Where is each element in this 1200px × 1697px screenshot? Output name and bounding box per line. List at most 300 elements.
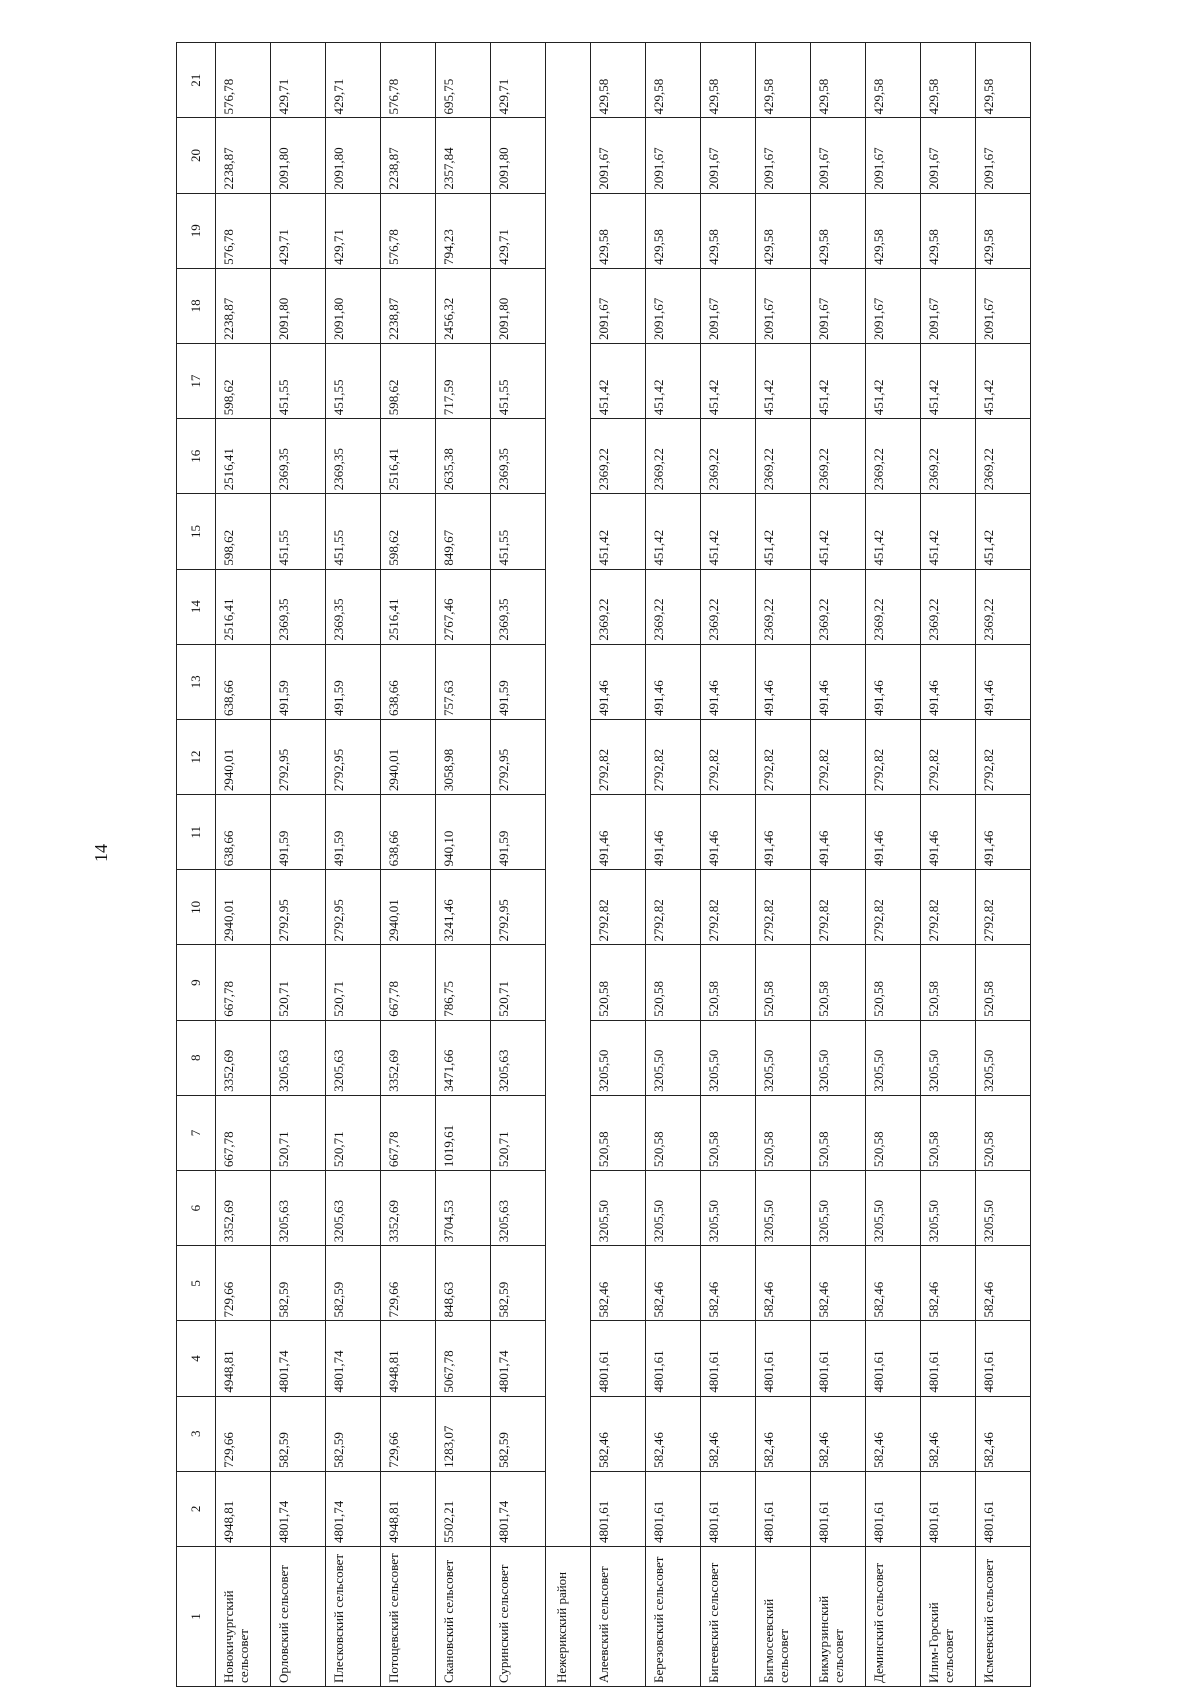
value-cell: 2369,35 xyxy=(271,419,326,494)
value-cell: 451,42 xyxy=(756,344,811,419)
value-cell: 717,59 xyxy=(436,344,491,419)
value-cell: 2091,80 xyxy=(271,118,326,193)
value-cell: 2369,22 xyxy=(646,569,701,644)
value-cell: 429,58 xyxy=(646,193,701,268)
row-name-cell: Деминский сельсовет xyxy=(866,1547,921,1687)
value-cell: 2635,38 xyxy=(436,419,491,494)
table-row xyxy=(921,43,976,1687)
value-cell: 2369,35 xyxy=(491,419,546,494)
value-cell: 520,58 xyxy=(976,945,1031,1020)
value-cell: 4801,61 xyxy=(701,1321,756,1396)
table-row xyxy=(591,43,646,1687)
tariff-table xyxy=(176,42,1031,1687)
value-cell: 491,46 xyxy=(866,795,921,870)
value-cell: 598,62 xyxy=(216,344,271,419)
value-cell: 3058,98 xyxy=(436,719,491,794)
value-cell: 2516,41 xyxy=(381,569,436,644)
value-cell: 4801,74 xyxy=(271,1471,326,1546)
value-cell: 520,58 xyxy=(646,1095,701,1170)
value-cell: 4801,74 xyxy=(491,1321,546,1396)
table-row xyxy=(701,43,756,1687)
value-cell: 520,58 xyxy=(756,945,811,1020)
value-cell: 729,66 xyxy=(381,1396,436,1471)
value-cell: 4801,61 xyxy=(976,1321,1031,1396)
row-name-cell: Бигмосеевский сельсовет xyxy=(756,1547,811,1687)
value-cell: 940,10 xyxy=(436,795,491,870)
value-cell: 429,58 xyxy=(866,43,921,118)
value-cell: 2091,67 xyxy=(866,118,921,193)
value-cell: 2792,95 xyxy=(491,870,546,945)
value-cell: 582,46 xyxy=(701,1246,756,1321)
column-header: 5 xyxy=(177,1246,216,1321)
value-cell: 491,46 xyxy=(976,644,1031,719)
value-cell: 451,42 xyxy=(701,494,756,569)
value-cell: 576,78 xyxy=(381,43,436,118)
value-cell: 4801,61 xyxy=(866,1471,921,1546)
value-cell: 582,46 xyxy=(756,1396,811,1471)
value-cell: 582,59 xyxy=(271,1246,326,1321)
row-name-cell: Скановский сельсовет xyxy=(436,1547,491,1687)
table-row xyxy=(381,43,436,1687)
value-cell: 582,46 xyxy=(921,1246,976,1321)
value-cell: 520,71 xyxy=(491,1095,546,1170)
value-cell: 598,62 xyxy=(216,494,271,569)
value-cell: 4801,61 xyxy=(646,1321,701,1396)
value-cell: 2091,67 xyxy=(701,268,756,343)
value-cell: 576,78 xyxy=(216,193,271,268)
value-cell: 2238,87 xyxy=(216,268,271,343)
value-cell: 4948,81 xyxy=(381,1471,436,1546)
value-cell: 2091,67 xyxy=(811,118,866,193)
column-header: 1 xyxy=(177,1547,216,1687)
value-cell: 4801,74 xyxy=(326,1321,381,1396)
value-cell: 451,42 xyxy=(921,494,976,569)
row-name-cell: Плесковский сельсовет xyxy=(326,1547,381,1687)
value-cell: 451,55 xyxy=(271,494,326,569)
value-cell: 3205,50 xyxy=(811,1020,866,1095)
value-cell: 520,58 xyxy=(591,945,646,1020)
column-header: 15 xyxy=(177,494,216,569)
value-cell: 451,42 xyxy=(811,494,866,569)
table-row xyxy=(216,43,271,1687)
row-name-cell: Суринский сельсовет xyxy=(491,1547,546,1687)
value-cell: 582,46 xyxy=(591,1246,646,1321)
value-cell: 2091,67 xyxy=(976,118,1031,193)
value-cell: 520,58 xyxy=(976,1095,1031,1170)
value-cell: 4801,61 xyxy=(591,1471,646,1546)
table-row xyxy=(271,43,326,1687)
value-cell: 520,58 xyxy=(756,1095,811,1170)
value-cell: 429,71 xyxy=(271,43,326,118)
value-cell: 491,46 xyxy=(811,795,866,870)
value-cell: 2792,95 xyxy=(326,719,381,794)
table-row xyxy=(436,43,491,1687)
value-cell: 667,78 xyxy=(216,945,271,1020)
value-cell: 4801,74 xyxy=(271,1321,326,1396)
row-name-cell: Новокичургский сельсовет xyxy=(216,1547,271,1687)
value-cell: 4801,61 xyxy=(756,1321,811,1396)
value-cell: 757,63 xyxy=(436,644,491,719)
value-cell: 4801,61 xyxy=(701,1471,756,1546)
value-cell: 3205,50 xyxy=(976,1020,1031,1095)
value-cell: 451,42 xyxy=(866,344,921,419)
value-cell: 2369,35 xyxy=(326,419,381,494)
value-cell: 3704,53 xyxy=(436,1171,491,1246)
value-cell: 576,78 xyxy=(216,43,271,118)
value-cell: 2369,22 xyxy=(701,569,756,644)
value-cell: 4801,61 xyxy=(921,1321,976,1396)
value-cell: 582,46 xyxy=(646,1246,701,1321)
value-cell: 695,75 xyxy=(436,43,491,118)
value-cell: 2091,67 xyxy=(921,268,976,343)
value-cell: 491,46 xyxy=(646,644,701,719)
value-cell: 2369,35 xyxy=(326,569,381,644)
value-cell: 3352,69 xyxy=(381,1020,436,1095)
value-cell: 2369,35 xyxy=(491,569,546,644)
value-cell: 429,58 xyxy=(591,193,646,268)
value-cell: 849,67 xyxy=(436,494,491,569)
table-row xyxy=(866,43,921,1687)
value-cell: 582,46 xyxy=(646,1396,701,1471)
value-cell: 582,59 xyxy=(326,1246,381,1321)
value-cell: 520,58 xyxy=(866,1095,921,1170)
value-cell: 2792,82 xyxy=(976,719,1031,794)
value-cell: 2792,82 xyxy=(756,719,811,794)
value-cell: 491,59 xyxy=(491,795,546,870)
value-cell: 429,58 xyxy=(921,43,976,118)
value-cell: 1019,61 xyxy=(436,1095,491,1170)
value-cell: 4948,81 xyxy=(216,1321,271,1396)
value-cell: 3205,63 xyxy=(326,1020,381,1095)
row-name-cell: Илим-Горский сельсовет xyxy=(921,1547,976,1687)
value-cell: 4801,74 xyxy=(326,1471,381,1546)
value-cell: 451,55 xyxy=(491,494,546,569)
value-cell: 451,42 xyxy=(866,494,921,569)
table-row xyxy=(756,43,811,1687)
value-cell: 2516,41 xyxy=(216,569,271,644)
value-cell: 2767,46 xyxy=(436,569,491,644)
value-cell: 520,58 xyxy=(866,945,921,1020)
value-cell: 3205,50 xyxy=(866,1171,921,1246)
value-cell: 2238,87 xyxy=(216,118,271,193)
value-cell: 451,55 xyxy=(326,344,381,419)
value-cell: 2792,82 xyxy=(646,719,701,794)
value-cell: 520,58 xyxy=(646,945,701,1020)
value-cell: 4801,61 xyxy=(866,1321,921,1396)
value-cell: 3241,46 xyxy=(436,870,491,945)
value-cell: 3205,50 xyxy=(921,1020,976,1095)
value-cell: 520,71 xyxy=(491,945,546,1020)
value-cell: 2369,22 xyxy=(921,569,976,644)
table-row xyxy=(976,43,1031,1687)
value-cell: 582,46 xyxy=(866,1246,921,1321)
value-cell: 598,62 xyxy=(381,344,436,419)
value-cell: 794,23 xyxy=(436,193,491,268)
value-cell: 520,71 xyxy=(271,945,326,1020)
value-cell: 520,58 xyxy=(811,945,866,1020)
value-cell: 3205,50 xyxy=(591,1171,646,1246)
value-cell: 2940,01 xyxy=(381,719,436,794)
value-cell: 3205,50 xyxy=(921,1171,976,1246)
value-cell: 451,42 xyxy=(646,344,701,419)
value-cell: 4801,61 xyxy=(811,1471,866,1546)
value-cell: 451,42 xyxy=(591,344,646,419)
value-cell: 429,58 xyxy=(646,43,701,118)
value-cell: 2369,35 xyxy=(271,569,326,644)
value-cell: 491,46 xyxy=(811,644,866,719)
value-cell: 638,66 xyxy=(216,795,271,870)
value-cell: 2369,22 xyxy=(811,419,866,494)
value-cell: 2369,22 xyxy=(866,419,921,494)
value-cell: 3205,50 xyxy=(811,1171,866,1246)
value-cell: 491,59 xyxy=(326,644,381,719)
value-cell: 451,42 xyxy=(811,344,866,419)
value-cell: 3205,50 xyxy=(591,1020,646,1095)
value-cell: 2091,67 xyxy=(921,118,976,193)
value-cell: 1283,07 xyxy=(436,1396,491,1471)
value-cell: 582,59 xyxy=(491,1246,546,1321)
value-cell: 491,46 xyxy=(976,795,1031,870)
value-cell: 520,58 xyxy=(591,1095,646,1170)
column-header: 20 xyxy=(177,118,216,193)
value-cell: 3205,50 xyxy=(701,1020,756,1095)
value-cell: 491,46 xyxy=(591,644,646,719)
value-cell: 2940,01 xyxy=(216,870,271,945)
value-cell: 451,42 xyxy=(591,494,646,569)
value-cell: 2369,22 xyxy=(646,419,701,494)
value-cell: 491,59 xyxy=(271,644,326,719)
table-row xyxy=(811,43,866,1687)
value-cell: 2792,82 xyxy=(811,719,866,794)
value-cell: 491,46 xyxy=(756,795,811,870)
column-header: 11 xyxy=(177,795,216,870)
value-cell: 520,58 xyxy=(811,1095,866,1170)
value-cell: 4948,81 xyxy=(216,1471,271,1546)
value-cell: 2456,32 xyxy=(436,268,491,343)
table-body xyxy=(216,43,1031,1687)
value-cell: 3205,63 xyxy=(271,1171,326,1246)
value-cell: 451,42 xyxy=(921,344,976,419)
value-cell: 491,46 xyxy=(921,644,976,719)
value-cell: 520,71 xyxy=(326,945,381,1020)
value-cell: 4801,61 xyxy=(756,1471,811,1546)
value-cell: 2091,67 xyxy=(591,268,646,343)
value-cell: 729,66 xyxy=(216,1246,271,1321)
value-cell: 3205,50 xyxy=(701,1171,756,1246)
value-cell: 2792,82 xyxy=(866,719,921,794)
value-cell: 2091,67 xyxy=(646,118,701,193)
value-cell: 2792,82 xyxy=(921,870,976,945)
value-cell: 2792,82 xyxy=(646,870,701,945)
value-cell: 2091,80 xyxy=(491,268,546,343)
value-cell: 429,58 xyxy=(976,43,1031,118)
value-cell: 4801,61 xyxy=(811,1321,866,1396)
value-cell: 2238,87 xyxy=(381,118,436,193)
value-cell: 2792,95 xyxy=(271,870,326,945)
value-cell: 2091,80 xyxy=(491,118,546,193)
value-cell: 667,78 xyxy=(381,1095,436,1170)
rotated-table-container xyxy=(176,42,996,1687)
value-cell: 429,58 xyxy=(811,193,866,268)
value-cell: 491,46 xyxy=(756,644,811,719)
value-cell: 2940,01 xyxy=(216,719,271,794)
section-label: Нежерикский район xyxy=(546,1547,591,1687)
value-cell: 582,59 xyxy=(271,1396,326,1471)
value-cell: 2369,22 xyxy=(591,569,646,644)
value-cell: 2792,82 xyxy=(921,719,976,794)
value-cell: 520,58 xyxy=(921,1095,976,1170)
value-cell: 598,62 xyxy=(381,494,436,569)
row-name-cell: Березовский сельсовет xyxy=(646,1547,701,1687)
value-cell: 3205,50 xyxy=(866,1020,921,1095)
value-cell: 2369,22 xyxy=(976,569,1031,644)
value-cell: 582,46 xyxy=(701,1396,756,1471)
value-cell: 520,71 xyxy=(326,1095,381,1170)
value-cell: 491,46 xyxy=(921,795,976,870)
column-header: 10 xyxy=(177,870,216,945)
value-cell: 3205,63 xyxy=(491,1171,546,1246)
value-cell: 429,71 xyxy=(491,193,546,268)
value-cell: 2792,82 xyxy=(756,870,811,945)
value-cell: 582,46 xyxy=(811,1396,866,1471)
value-cell: 667,78 xyxy=(216,1095,271,1170)
value-cell: 2091,67 xyxy=(976,268,1031,343)
row-name-cell: Исмеевский сельсовет xyxy=(976,1547,1031,1687)
column-header: 17 xyxy=(177,344,216,419)
value-cell: 638,66 xyxy=(381,644,436,719)
value-cell: 429,71 xyxy=(491,43,546,118)
value-cell: 3352,69 xyxy=(216,1020,271,1095)
value-cell: 2369,22 xyxy=(976,419,1031,494)
value-cell: 2091,67 xyxy=(756,118,811,193)
value-cell: 2792,82 xyxy=(976,870,1031,945)
column-header: 3 xyxy=(177,1396,216,1471)
value-cell: 5067,78 xyxy=(436,1321,491,1396)
value-cell: 582,59 xyxy=(491,1396,546,1471)
column-header: 12 xyxy=(177,719,216,794)
value-cell: 4801,61 xyxy=(976,1471,1031,1546)
value-cell: 429,58 xyxy=(756,193,811,268)
value-cell: 2369,22 xyxy=(866,569,921,644)
column-header: 14 xyxy=(177,569,216,644)
table-row xyxy=(326,43,381,1687)
column-header: 13 xyxy=(177,644,216,719)
column-header: 8 xyxy=(177,1020,216,1095)
table-header-row xyxy=(177,43,216,1687)
value-cell: 2940,01 xyxy=(381,870,436,945)
value-cell: 451,42 xyxy=(756,494,811,569)
value-cell: 2091,80 xyxy=(326,118,381,193)
value-cell: 2091,67 xyxy=(811,268,866,343)
value-cell: 2357,84 xyxy=(436,118,491,193)
value-cell: 429,58 xyxy=(866,193,921,268)
value-cell: 2516,41 xyxy=(216,419,271,494)
column-header: 2 xyxy=(177,1471,216,1546)
value-cell: 786,75 xyxy=(436,945,491,1020)
row-name-cell: Бикмурзинский сельсовет xyxy=(811,1547,866,1687)
value-cell: 451,55 xyxy=(491,344,546,419)
column-header: 4 xyxy=(177,1321,216,1396)
column-header: 16 xyxy=(177,419,216,494)
column-header: 7 xyxy=(177,1095,216,1170)
value-cell: 2369,22 xyxy=(701,419,756,494)
value-cell: 2091,80 xyxy=(271,268,326,343)
value-cell: 491,59 xyxy=(326,795,381,870)
value-cell: 582,46 xyxy=(756,1246,811,1321)
value-cell: 4801,61 xyxy=(921,1471,976,1546)
value-cell: 3352,69 xyxy=(216,1171,271,1246)
value-cell: 576,78 xyxy=(381,193,436,268)
value-cell: 3205,63 xyxy=(491,1020,546,1095)
value-cell: 491,46 xyxy=(591,795,646,870)
value-cell: 2792,95 xyxy=(491,719,546,794)
value-cell: 451,42 xyxy=(976,494,1031,569)
section-row xyxy=(546,43,591,1687)
table-row xyxy=(491,43,546,1687)
value-cell: 3205,50 xyxy=(646,1171,701,1246)
value-cell: 4801,74 xyxy=(491,1471,546,1546)
value-cell: 582,46 xyxy=(591,1396,646,1471)
value-cell: 429,58 xyxy=(976,193,1031,268)
value-cell: 582,46 xyxy=(976,1246,1031,1321)
column-header: 19 xyxy=(177,193,216,268)
value-cell: 491,59 xyxy=(271,795,326,870)
value-cell: 4801,61 xyxy=(646,1471,701,1546)
value-cell: 429,71 xyxy=(271,193,326,268)
value-cell: 520,58 xyxy=(921,945,976,1020)
value-cell: 2369,22 xyxy=(921,419,976,494)
value-cell: 2091,67 xyxy=(701,118,756,193)
value-cell: 429,71 xyxy=(326,193,381,268)
value-cell: 729,66 xyxy=(216,1396,271,1471)
value-cell: 491,46 xyxy=(701,644,756,719)
value-cell: 2792,82 xyxy=(701,719,756,794)
row-name-cell: Потоцевский сельсовет xyxy=(381,1547,436,1687)
value-cell: 3205,50 xyxy=(756,1020,811,1095)
column-header: 6 xyxy=(177,1171,216,1246)
value-cell: 491,46 xyxy=(646,795,701,870)
column-header: 21 xyxy=(177,43,216,118)
value-cell: 2792,82 xyxy=(591,870,646,945)
value-cell: 2792,82 xyxy=(701,870,756,945)
row-name-cell: Алеевский сельсовет xyxy=(591,1547,646,1687)
value-cell: 429,58 xyxy=(756,43,811,118)
value-cell: 2369,22 xyxy=(756,569,811,644)
page-number: 14 xyxy=(91,844,111,862)
table-row xyxy=(646,43,701,1687)
value-cell: 429,58 xyxy=(811,43,866,118)
value-cell: 451,42 xyxy=(701,344,756,419)
value-cell: 2369,22 xyxy=(591,419,646,494)
value-cell: 4948,81 xyxy=(381,1321,436,1396)
value-cell: 2792,95 xyxy=(326,870,381,945)
value-cell: 451,55 xyxy=(271,344,326,419)
value-cell: 429,58 xyxy=(701,193,756,268)
value-cell: 582,46 xyxy=(976,1396,1031,1471)
value-cell: 729,66 xyxy=(381,1246,436,1321)
value-cell: 2792,82 xyxy=(811,870,866,945)
value-cell: 2792,95 xyxy=(271,719,326,794)
value-cell: 3205,50 xyxy=(756,1171,811,1246)
value-cell: 2792,82 xyxy=(866,870,921,945)
value-cell: 429,58 xyxy=(701,43,756,118)
value-cell: 491,59 xyxy=(491,644,546,719)
value-cell: 4801,61 xyxy=(591,1321,646,1396)
value-cell: 451,42 xyxy=(646,494,701,569)
value-cell: 2792,82 xyxy=(591,719,646,794)
section-filler xyxy=(546,43,591,1547)
value-cell: 2369,22 xyxy=(811,569,866,644)
